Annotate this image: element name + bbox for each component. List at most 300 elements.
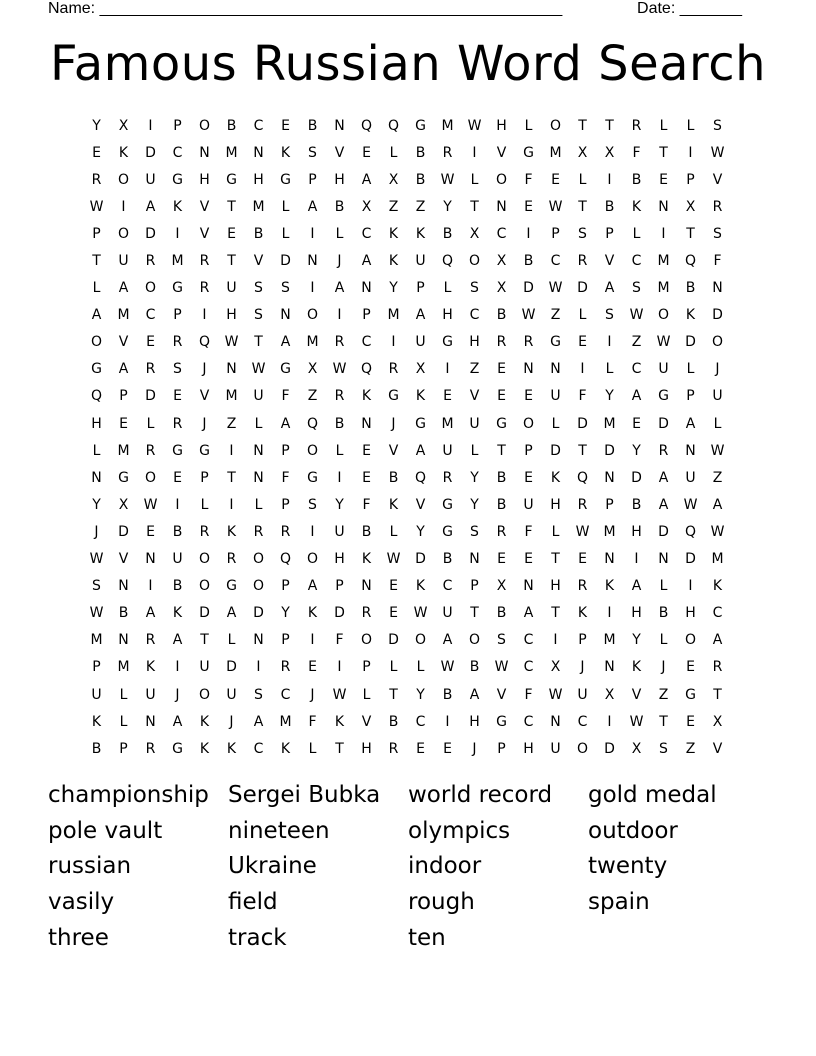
grid-letter: R — [172, 415, 183, 432]
grid-letter: D — [550, 442, 561, 459]
grid-letter: A — [253, 713, 264, 730]
grid-letter: U — [253, 388, 264, 405]
grid-letter: K — [226, 740, 237, 757]
grid-letter: T — [470, 605, 479, 622]
grid-letter: A — [604, 280, 615, 297]
grid-letter: C — [442, 578, 453, 595]
grid-letter: F — [524, 171, 533, 188]
grid-letter: A — [658, 469, 669, 486]
grid-letter: Y — [605, 388, 614, 405]
grid-letter: C — [550, 253, 561, 270]
grid-letter: W — [548, 280, 563, 297]
grid-letter: B — [631, 171, 642, 188]
grid-letter: P — [281, 578, 290, 595]
grid-letter: G — [280, 171, 291, 188]
grid-letter: Z — [712, 469, 723, 486]
grid-letter: O — [144, 280, 157, 297]
grid-letter: P — [173, 307, 182, 324]
grid-letter: J — [580, 659, 585, 676]
grid-letter: P — [281, 632, 290, 649]
grid-letter: U — [118, 253, 129, 270]
grid-letter: O — [549, 117, 562, 134]
grid-letter: E — [308, 659, 317, 676]
grid-letter: B — [685, 280, 696, 297]
grid-letter: R — [631, 117, 642, 134]
grid-letter: H — [496, 117, 507, 134]
grid-letter: R — [388, 361, 399, 378]
grid-letter: E — [578, 334, 587, 351]
grid-letter: M — [171, 253, 184, 270]
grid-letter: R — [577, 578, 588, 595]
grid-letter: I — [256, 659, 261, 676]
grid-letter: E — [389, 605, 398, 622]
grid-letter: S — [632, 280, 641, 297]
grid-letter: D — [658, 523, 669, 540]
grid-letter: K — [91, 713, 102, 730]
grid-letter: S — [281, 280, 290, 297]
grid-letter: I — [148, 578, 153, 595]
grid-letter: F — [281, 469, 290, 486]
grid-letter: T — [227, 253, 236, 270]
grid-letter: Z — [685, 740, 696, 757]
grid-letter: N — [550, 713, 561, 730]
grid-letter: I — [445, 713, 450, 730]
grid-letter: W — [575, 523, 590, 540]
grid-letter: X — [388, 171, 399, 188]
grid-letter: A — [91, 307, 102, 324]
grid-letter: J — [229, 713, 234, 730]
word-list-column — [228, 778, 408, 956]
grid-letter: Z — [631, 334, 642, 351]
grid-letter: H — [523, 740, 534, 757]
grid-letter: R — [442, 469, 453, 486]
grid-row — [83, 193, 731, 220]
grid-letter: O — [117, 171, 130, 188]
grid-letter: X — [685, 198, 696, 215]
grid-letter: G — [415, 415, 426, 432]
grid-letter: G — [118, 469, 129, 486]
grid-letter: D — [388, 632, 399, 649]
grid-letter: L — [146, 415, 155, 432]
grid-letter: U — [469, 415, 480, 432]
grid-letter: Q — [279, 551, 292, 568]
word-list-item: Sergei Bubka — [228, 782, 381, 808]
grid-letter: T — [389, 686, 398, 703]
grid-letter: A — [226, 605, 237, 622]
grid-row — [83, 247, 731, 274]
grid-letter: A — [118, 361, 129, 378]
grid-letter: V — [604, 253, 615, 270]
grid-letter: O — [576, 740, 589, 757]
grid-letter: G — [496, 713, 507, 730]
grid-letter: P — [416, 280, 425, 297]
grid-letter: I — [607, 713, 612, 730]
grid-letter: W — [656, 334, 671, 351]
word-list-item: world record — [408, 782, 553, 808]
grid-letter: H — [550, 496, 561, 513]
grid-letter: R — [388, 740, 399, 757]
grid-letter: Y — [416, 523, 425, 540]
grid-letter: L — [632, 225, 641, 242]
grid-letter: B — [442, 551, 453, 568]
grid-letter: E — [389, 578, 398, 595]
grid-letter: W — [548, 198, 563, 215]
grid-letter: I — [337, 469, 342, 486]
grid-letter: Y — [92, 496, 101, 513]
grid-letter: K — [172, 605, 183, 622]
grid-letter: M — [441, 117, 454, 134]
grid-letter: Q — [576, 469, 589, 486]
word-list-item: track — [228, 924, 287, 951]
grid-letter: H — [631, 523, 642, 540]
grid-letter: L — [605, 361, 614, 378]
grid-row — [83, 220, 731, 247]
grid-letter: K — [199, 740, 210, 757]
grid-letter: U — [199, 659, 210, 676]
grid-letter: B — [172, 578, 183, 595]
grid-letter: I — [526, 225, 531, 242]
grid-row — [83, 166, 731, 193]
grid-letter: A — [712, 496, 723, 513]
grid-letter: W — [629, 713, 644, 730]
grid-letter: C — [631, 361, 642, 378]
grid-letter: Z — [658, 686, 669, 703]
grid-letter: O — [306, 551, 319, 568]
grid-letter: O — [684, 632, 697, 649]
grid-letter: X — [496, 280, 507, 297]
grid-letter: E — [362, 442, 371, 459]
grid-letter: L — [470, 442, 479, 459]
grid-letter: F — [632, 144, 641, 161]
grid-letter: W — [89, 551, 104, 568]
grid-letter: C — [280, 686, 291, 703]
grid-row — [83, 654, 731, 681]
grid-letter: S — [92, 578, 101, 595]
grid-letter: D — [334, 605, 345, 622]
grid-letter: L — [389, 144, 398, 161]
grid-letter: F — [713, 253, 722, 270]
grid-letter: N — [118, 632, 129, 649]
grid-letter: C — [496, 225, 507, 242]
grid-letter: X — [631, 740, 642, 757]
grid-letter: D — [604, 442, 615, 459]
grid-letter: I — [121, 198, 126, 215]
grid-letter: N — [253, 442, 264, 459]
grid-letter: V — [712, 740, 723, 757]
grid-letter: L — [551, 415, 560, 432]
grid-letter: D — [658, 415, 669, 432]
grid-letter: P — [497, 740, 506, 757]
grid-letter: I — [445, 361, 450, 378]
grid-letter: N — [361, 578, 372, 595]
grid-letter: L — [308, 740, 317, 757]
grid-letter: K — [307, 605, 318, 622]
grid-letter: O — [306, 442, 319, 459]
grid-letter: L — [254, 496, 263, 513]
grid-letter: J — [175, 686, 180, 703]
grid-letter: I — [688, 578, 693, 595]
grid-letter: Y — [281, 605, 290, 622]
grid-letter: L — [281, 198, 290, 215]
grid-letter: Y — [443, 198, 452, 215]
grid-letter: N — [685, 442, 696, 459]
grid-letter: U — [172, 551, 183, 568]
grid-letter: H — [226, 307, 237, 324]
grid-letter: B — [415, 144, 426, 161]
grid-letter: R — [172, 334, 183, 351]
grid-letter: Y — [632, 442, 641, 459]
grid-letter: N — [469, 551, 480, 568]
grid-letter: W — [413, 605, 428, 622]
grid-letter: G — [307, 469, 318, 486]
grid-letter: I — [634, 551, 639, 568]
grid-letter: K — [334, 713, 345, 730]
grid-letter: Q — [387, 117, 400, 134]
grid-letter: A — [631, 578, 642, 595]
grid-letter: A — [361, 253, 372, 270]
grid-letter: G — [442, 334, 453, 351]
grid-letter: G — [172, 442, 183, 459]
grid-row — [83, 518, 731, 545]
grid-letter: B — [442, 686, 453, 703]
grid-letter: V — [334, 144, 345, 161]
word-list-item: Ukraine — [228, 853, 317, 880]
grid-letter: Y — [632, 632, 641, 649]
grid-letter: U — [523, 496, 534, 513]
grid-letter: R — [91, 171, 102, 188]
grid-letter: C — [631, 253, 642, 270]
grid-letter: D — [415, 551, 426, 568]
grid-letter: S — [497, 632, 506, 649]
grid-letter: A — [415, 442, 426, 459]
grid-letter: M — [279, 713, 292, 730]
grid-letter: H — [469, 334, 480, 351]
grid-letter: C — [172, 144, 183, 161]
grid-letter: N — [523, 361, 534, 378]
grid-letter: Z — [469, 361, 480, 378]
word-list-item: pole vault — [48, 817, 163, 844]
grid-letter: J — [337, 253, 342, 270]
grid-letter: E — [443, 388, 452, 405]
grid-letter: S — [578, 225, 587, 242]
grid-letter: O — [657, 307, 670, 324]
grid-letter: V — [253, 253, 264, 270]
grid-letter: H — [334, 171, 345, 188]
grid-letter: P — [362, 307, 371, 324]
grid-letter: T — [92, 253, 101, 270]
grid-letter: Z — [307, 388, 318, 405]
grid-letter: S — [713, 117, 722, 134]
grid-row — [83, 546, 731, 573]
grid-letter: M — [441, 415, 454, 432]
grid-letter: J — [661, 659, 666, 676]
grid-letter: L — [254, 415, 263, 432]
grid-letter: G — [199, 442, 210, 459]
grid-letter: A — [118, 280, 129, 297]
grid-letter: H — [253, 171, 264, 188]
grid-letter: N — [145, 713, 156, 730]
grid-letter: U — [658, 361, 669, 378]
grid-row — [83, 329, 731, 356]
grid-letter: H — [91, 415, 102, 432]
grid-row — [83, 356, 731, 383]
grid-letter: Z — [550, 307, 561, 324]
grid-letter: B — [496, 605, 507, 622]
grid-row — [83, 681, 731, 708]
word-list-item: gold medal — [588, 782, 717, 808]
grid-letter: N — [604, 551, 615, 568]
grid-letter: P — [686, 388, 695, 405]
grid-letter: K — [388, 496, 399, 513]
grid-letter: C — [253, 117, 264, 134]
grid-letter: P — [578, 632, 587, 649]
grid-letter: B — [496, 469, 507, 486]
grid-row — [83, 383, 731, 410]
grid-letter: W — [386, 551, 401, 568]
word-list-item: three — [48, 924, 109, 951]
grid-letter: L — [659, 578, 668, 595]
grid-letter: D — [253, 605, 264, 622]
grid-letter: K — [712, 578, 723, 595]
grid-letter: N — [658, 551, 669, 568]
grid-letter: I — [553, 632, 558, 649]
grid-letter: P — [173, 117, 182, 134]
grid-letter: O — [252, 578, 265, 595]
name-field-label: Name: ____________________________________________________ — [48, 0, 563, 17]
grid-letter: D — [199, 605, 210, 622]
grid-letter: V — [496, 686, 507, 703]
grid-letter: O — [144, 469, 157, 486]
grid-letter: B — [172, 523, 183, 540]
grid-letter: X — [604, 144, 615, 161]
grid-letter: G — [658, 388, 669, 405]
grid-letter: Y — [335, 496, 344, 513]
grid-letter: H — [631, 605, 642, 622]
grid-letter: D — [685, 334, 696, 351]
grid-letter: V — [118, 551, 129, 568]
grid-letter: T — [659, 144, 668, 161]
grid-letter: I — [310, 632, 315, 649]
grid-letter: D — [145, 144, 156, 161]
grid-letter: N — [604, 659, 615, 676]
grid-letter: E — [524, 198, 533, 215]
grid-letter: P — [524, 442, 533, 459]
word-list-column — [588, 778, 768, 921]
word-list-item: spain — [588, 889, 650, 916]
grid-letter: S — [173, 361, 182, 378]
grid-letter: K — [415, 388, 426, 405]
grid-letter: A — [172, 713, 183, 730]
grid-letter: W — [89, 198, 104, 215]
grid-letter: I — [175, 496, 180, 513]
grid-letter: J — [391, 415, 396, 432]
grid-letter: A — [469, 686, 480, 703]
grid-letter: N — [253, 144, 264, 161]
grid-letter: E — [146, 523, 155, 540]
grid-letter: B — [334, 415, 345, 432]
grid-letter: K — [145, 659, 156, 676]
grid-letter: V — [712, 171, 723, 188]
word-list-item: outdoor — [588, 817, 678, 844]
grid-letter: E — [173, 469, 182, 486]
grid-letter: J — [202, 415, 207, 432]
grid-letter: F — [308, 713, 317, 730]
word-list-item: russian — [48, 853, 132, 880]
grid-letter: I — [229, 442, 234, 459]
grid-letter: B — [496, 307, 507, 324]
grid-row — [83, 627, 731, 654]
grid-row — [83, 112, 731, 139]
grid-letter: F — [578, 388, 587, 405]
grid-letter: X — [496, 578, 507, 595]
grid-letter: P — [470, 578, 479, 595]
grid-letter: X — [496, 253, 507, 270]
grid-letter: R — [226, 551, 237, 568]
grid-letter: W — [548, 686, 563, 703]
grid-letter: L — [119, 713, 128, 730]
grid-letter: C — [523, 713, 534, 730]
grid-letter: N — [658, 198, 669, 215]
grid-letter: K — [631, 659, 642, 676]
grid-letter: T — [200, 632, 209, 649]
grid-letter: M — [657, 253, 670, 270]
grid-letter: L — [335, 225, 344, 242]
grid-letter: Y — [470, 496, 479, 513]
grid-letter: P — [92, 659, 101, 676]
grid-letter: N — [253, 632, 264, 649]
grid-letter: L — [92, 442, 101, 459]
grid-letter: D — [280, 253, 291, 270]
grid-letter: P — [551, 225, 560, 242]
grid-letter: C — [712, 605, 723, 622]
grid-letter: M — [603, 523, 616, 540]
word-list-column — [408, 778, 588, 956]
grid-letter: N — [550, 361, 561, 378]
grid-letter: L — [659, 117, 668, 134]
grid-letter: I — [337, 659, 342, 676]
grid-letter: O — [198, 551, 211, 568]
grid-letter: T — [578, 442, 587, 459]
grid-letter: O — [198, 578, 211, 595]
grid-letter: B — [253, 225, 264, 242]
grid-letter: L — [389, 523, 398, 540]
grid-letter: C — [361, 225, 372, 242]
grid-letter: H — [334, 551, 345, 568]
grid-letter: D — [145, 225, 156, 242]
grid-letter: I — [580, 361, 585, 378]
grid-letter: L — [713, 415, 722, 432]
grid-letter: I — [310, 523, 315, 540]
grid-letter: I — [607, 605, 612, 622]
grid-letter: L — [335, 442, 344, 459]
grid-letter: L — [524, 117, 533, 134]
grid-letter: K — [118, 144, 129, 161]
grid-letter: M — [549, 144, 562, 161]
word-list-item: field — [228, 889, 278, 916]
grid-letter: T — [551, 605, 560, 622]
grid-letter: C — [361, 334, 372, 351]
grid-letter: K — [577, 605, 588, 622]
grid-letter: G — [226, 171, 237, 188]
grid-letter: R — [145, 253, 156, 270]
grid-letter: I — [337, 307, 342, 324]
grid-letter: S — [254, 280, 263, 297]
grid-letter: W — [332, 361, 347, 378]
grid-letter: N — [712, 280, 723, 297]
grid-letter: N — [253, 469, 264, 486]
grid-letter: I — [175, 225, 180, 242]
grid-letter: R — [280, 523, 291, 540]
